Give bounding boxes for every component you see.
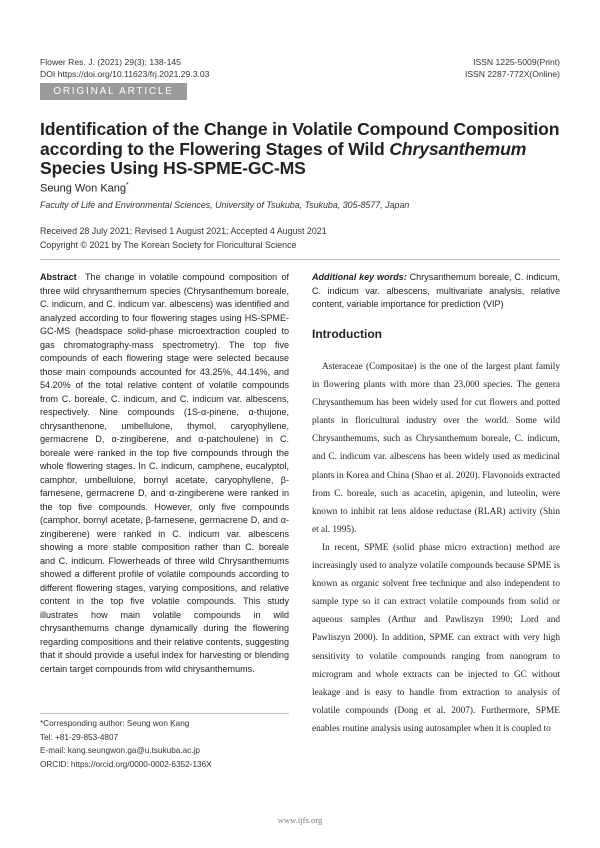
keywords-paragraph xyxy=(312,271,560,312)
received-dates: Received 28 July 2021; Revised 1 August 2021; Accepted 4 August 2021 xyxy=(40,226,327,236)
author-email[interactable]: E-mail: kang.seungwon.ga@u.tsukuba.ac.jp xyxy=(40,746,200,755)
title-line-2 xyxy=(40,140,565,160)
abstract-paragraph xyxy=(40,271,289,676)
author-affiliation: Faculty of Life and Environmental Sciences, University of Tsukuba, Tsukuba, 305-8577, Japan xyxy=(40,200,410,210)
journal-citation xyxy=(40,57,209,80)
corresponding-mark: * xyxy=(126,182,129,189)
doi-line[interactable]: DOI https://doi.org/10.11623/frj.2021.29.3.03 xyxy=(40,68,210,79)
abstract-label: Abstract xyxy=(40,272,77,282)
corresponding-author: *Corresponding author: Seung won Kang xyxy=(40,719,190,728)
header-divider xyxy=(40,259,560,260)
footnote-divider xyxy=(40,713,289,714)
keywords-label: Additional key words: xyxy=(312,272,407,282)
author-phone: Tel: +81-29-853-4807 xyxy=(40,732,119,742)
issn-block xyxy=(465,57,560,80)
author-name: Seung Won Kang xyxy=(40,182,127,195)
article-title xyxy=(40,120,565,179)
title-line-2-text: according to the Flowering Stages of Wild xyxy=(40,138,390,159)
introduction-body xyxy=(312,358,560,738)
corresponding-author-footnote xyxy=(40,717,289,771)
title-line-3: Species Using HS-SPME-GC-MS xyxy=(40,158,306,178)
intro-paragraph-2: In recent, SPME (solid phase micro extraction) method are increasingly used to analyze volatile compounds because SPME is known as organic solvent free technique and also independent to sample type so it can extract volatile compounds from solid or aqueous samples (Arthur and Pawliszyn 1990; Lord and Pawliszyn 2000). In addition, SPME can extract with very high sensitivity to volatile compounds ranging from nanogram to microgram and whole extracts can be injected to GC without leakage and is easy to handle from extraction to analysis of volatile compounds (Dong et al. 2007). Furthermore, SPME enables routine analysis using autosampler when it is coupled to xyxy=(312,542,560,734)
publication-dates xyxy=(40,224,327,252)
intro-paragraph-1: Asteraceae (Compositae) is the one of the largest plant family in flowering plants with more than 23,000 species. The genera Chrysanthemum has been widely used for cut flowers and potted plants in floricultural industry over the world. Some wild Chrysanthemums, such as Chrysanthemum boreale, C. indicum, and C. indicum var. albescens has been widely used as medicinal plants in Korea and China (Shao et al. 2020). Flavonoids extracted from C. boreale, such as acacetin, apigenin, and luteolin, were known to inhibit rat lens aldose reductase (RLAR) activity (Shin et al. 1995). xyxy=(312,362,560,535)
keywords-section xyxy=(312,271,560,312)
journal-volume-line: Flower Res. J. (2021) 29(3): 138-145 xyxy=(40,57,181,67)
introduction-heading: Introduction xyxy=(312,327,382,341)
abstract-section xyxy=(40,271,289,676)
issn-online: ISSN 2287-772X(Online) xyxy=(464,68,560,79)
author-line xyxy=(40,182,129,195)
abstract-text: The change in volatile compound composition of three wild chrysanthemum species (Chrysanthemum boreale, C. indicum, and C. indicum var. albescens) was identified and analyzed according to four flowering stages using HS-SPME-GC-MS (headspace solid-phase microextraction coupled to gas chromatography-mass spectrometry). The top five compounds of each flowering stage were selected because those main compounds accounted for 43.25%, 44.14%, and 54.20% of the total relative content of volatile compounds from C. boreale, C. indicum, and C. indicum var. albescens, respectively. Nine compounds (1S-α-pinene, α-thujone, chrysanthenone, umbellulone, thymol, caryophyllene, germacrene D, α-zingiberene, and α-patchoulene) in C. boreale were ranked in the top five compounds through the whole flowering stages. In C. indicum, camphene, eucalyptol, camphor, umbellulone, bornyl acetate, caryophyllene, β-farnesene, germacrene D, and α-zingiberene were ranked in the top five compounds. However, only five compounds (camphor, bornyl acetate, β-farnesene, germacrene D, and α-zingiberene) were ranked in C. indicum var. albescens showing a more stable composition rather than C. boreale and C. indicum. Flowerheads of three wild Chrysanthemums showed a different profile of volatile compounds according to different flowering stages, varying compositions, and relative content in the top five volatile compounds. This study illustrates how main volatile compounds in wild chrysanthemums change dynamically during the flowering regarding compositions and their relative contents, suggesting that it should provide a useful index for harvesting or blending certain target compounds from wild chrysanthemums. xyxy=(40,272,289,674)
title-line-1: Identification of the Change in Volatile Compound Composition xyxy=(40,119,560,139)
copyright-line: Copyright © 2021 by The Korean Society for Floricultural Science xyxy=(40,240,297,250)
journal-website[interactable]: www.ijfs.org xyxy=(277,815,323,825)
article-type-banner: ORIGINAL ARTICLE xyxy=(40,83,187,100)
keywords-text: Chrysanthemum boreale, C. indicum, C. indicum var. albescens, multivariate analysis, relative content, variable importance for prediction (VIP) xyxy=(312,272,560,310)
title-genus: Chrysanthemum xyxy=(389,138,527,159)
issn-print: ISSN 1225-5009(Print) xyxy=(473,57,560,67)
author-orcid[interactable]: ORCID: https://orcid.org/0000-0002-6352-136X xyxy=(40,759,212,769)
